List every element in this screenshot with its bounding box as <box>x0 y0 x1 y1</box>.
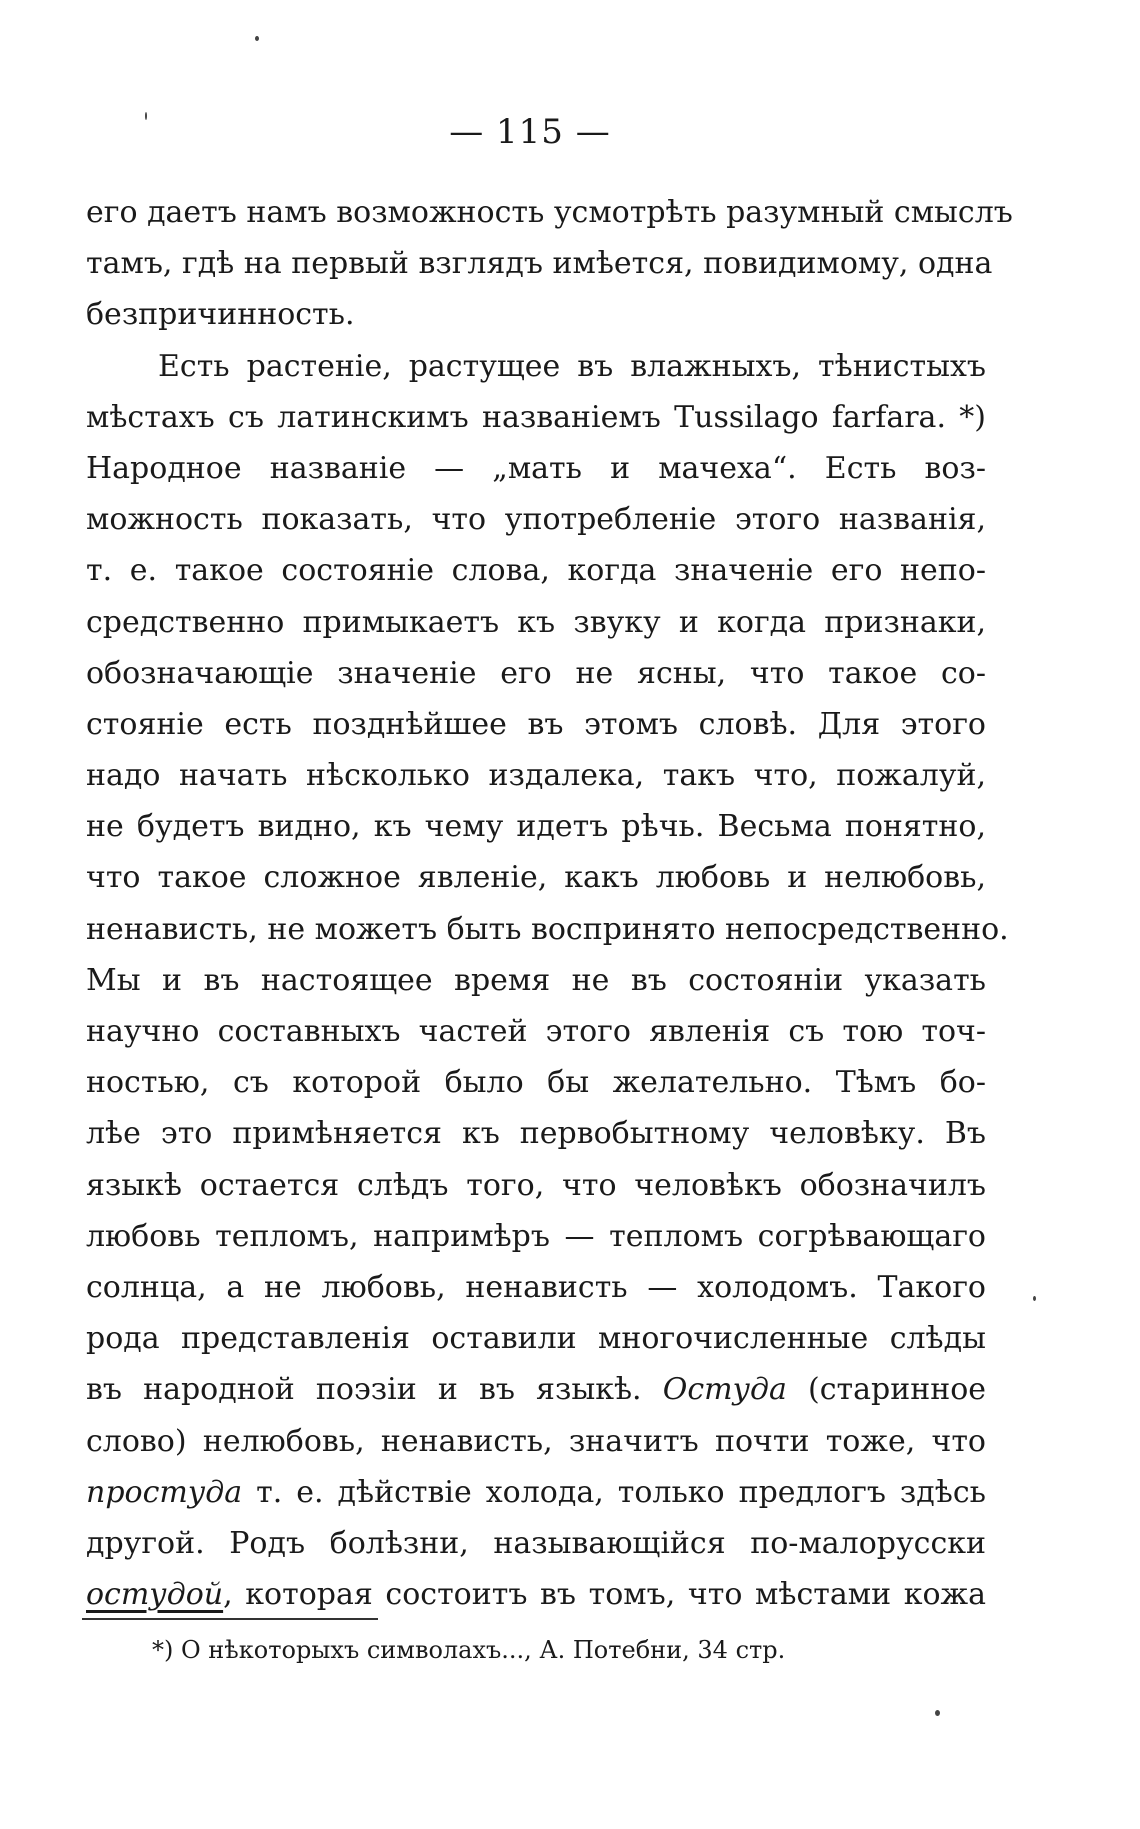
text-line <box>86 1108 986 1159</box>
text-run: любовь тепломъ, напримѣръ — тепломъ согрѣвающаго <box>86 1218 986 1254</box>
text-run: обозначающiе значенiе его не ясны, что такое со- <box>86 655 986 691</box>
text-line <box>86 852 986 903</box>
footnote: *) О нѣкоторыхъ символахъ..., А. Потебни, 34 стр. <box>152 1636 786 1664</box>
body-text <box>86 187 1013 1620</box>
text-line <box>86 1467 986 1518</box>
text-run: , которая состоитъ въ томъ, что мѣстами кожа <box>223 1577 986 1613</box>
footnote-divider <box>82 1618 378 1620</box>
text-run: надо начать нѣсколько издалека, такъ что, пожалуй, <box>86 758 986 794</box>
text-run: безпричинность. <box>86 297 355 333</box>
text-line <box>86 187 1013 238</box>
text-line <box>86 392 986 443</box>
text-run: рода представленiя оставили многочисленные слѣды <box>86 1321 986 1357</box>
scan-speck <box>1033 1296 1036 1301</box>
text-line <box>86 1364 986 1415</box>
text-run: Мы и въ настоящее время не въ состоянiи указать <box>86 962 986 998</box>
text-run: въ народной поэзiи и въ языкѣ. <box>86 1372 663 1408</box>
text-run: слово) нелюбовь, ненависть, значитъ почти тоже, что <box>86 1423 986 1459</box>
text-line <box>86 1569 986 1620</box>
page-number: — 115 — <box>449 112 611 152</box>
emphasized-word: простуда <box>86 1474 243 1510</box>
text-run: т. е. дѣйствiе холода, только предлогъ здѣсь <box>242 1474 986 1510</box>
text-line <box>86 1006 986 1057</box>
text-line <box>86 494 986 545</box>
text-line <box>86 1160 986 1211</box>
text-run: стоянiе есть позднѣйшее въ этомъ словѣ. Для этого <box>86 706 986 742</box>
text-line <box>86 1262 986 1313</box>
text-line <box>86 443 986 494</box>
text-run: ненависть, не можетъ быть воспринято непосредственно. <box>86 911 1009 947</box>
text-line <box>86 904 1009 955</box>
text-run: Есть растенiе, растущее въ влажныхъ, тѣнистыхъ <box>158 348 986 384</box>
text-line <box>86 955 986 1006</box>
text-run: научно составныхъ частей этого явленiя съ тою точ- <box>86 1014 986 1049</box>
scan-speck <box>255 36 259 41</box>
text-line <box>86 801 986 852</box>
text-line <box>86 545 986 596</box>
text-run: что такое сложное явленiе, какъ любовь и нелюбовь, <box>86 860 986 896</box>
emphasized-word: Остуда <box>662 1372 787 1408</box>
text-line <box>86 699 986 750</box>
text-line <box>86 289 986 340</box>
text-line <box>86 648 986 699</box>
text-line <box>86 597 986 648</box>
text-line <box>86 1313 986 1364</box>
text-run: языкѣ остается слѣдъ того, что человѣкъ обозначилъ <box>86 1167 986 1203</box>
text-run: другой. Родъ болѣзни, называющiйся по-малорусски <box>86 1525 986 1561</box>
text-run: не будетъ видно, къ чему идетъ рѣчь. Весьма понятно, <box>86 809 986 845</box>
text-run: т. е. такое состоянiе слова, когда значенiе его непо- <box>86 553 986 589</box>
text-line <box>86 750 986 801</box>
text-run: можность показать, что употребленiе этого названiя, <box>86 502 986 538</box>
scan-speck <box>145 112 147 120</box>
text-run: лѣе это примѣняется къ первобытному человѣку. Въ <box>86 1116 986 1152</box>
text-run: его даетъ намъ возможность усмотрѣть разумный смыслъ <box>86 195 1013 230</box>
text-run: ностью, съ которой было бы желательно. Тѣмъ бо- <box>86 1065 986 1101</box>
text-line <box>86 1057 986 1108</box>
scan-speck <box>935 1710 940 1716</box>
text-line <box>86 238 993 289</box>
emphasized-word: остудой <box>86 1577 224 1613</box>
text-run: Народное названiе — „мать и мачеха“. Есть воз- <box>86 450 986 486</box>
text-line <box>86 1518 986 1569</box>
text-run: солнца, а не любовь, ненависть — холодомъ. Такого <box>86 1269 986 1305</box>
text-run: средственно примыкаетъ къ звуку и когда признаки, <box>86 604 986 640</box>
text-line <box>86 341 986 392</box>
text-run: (старинное <box>786 1372 987 1408</box>
text-line <box>86 1211 986 1262</box>
text-run: мѣстахъ съ латинскимъ названiемъ Tussilago farfara. *) <box>86 399 986 435</box>
text-run: тамъ, гдѣ на первый взглядъ имѣется, повидимому, одна <box>86 246 993 282</box>
text-line <box>86 1416 986 1467</box>
